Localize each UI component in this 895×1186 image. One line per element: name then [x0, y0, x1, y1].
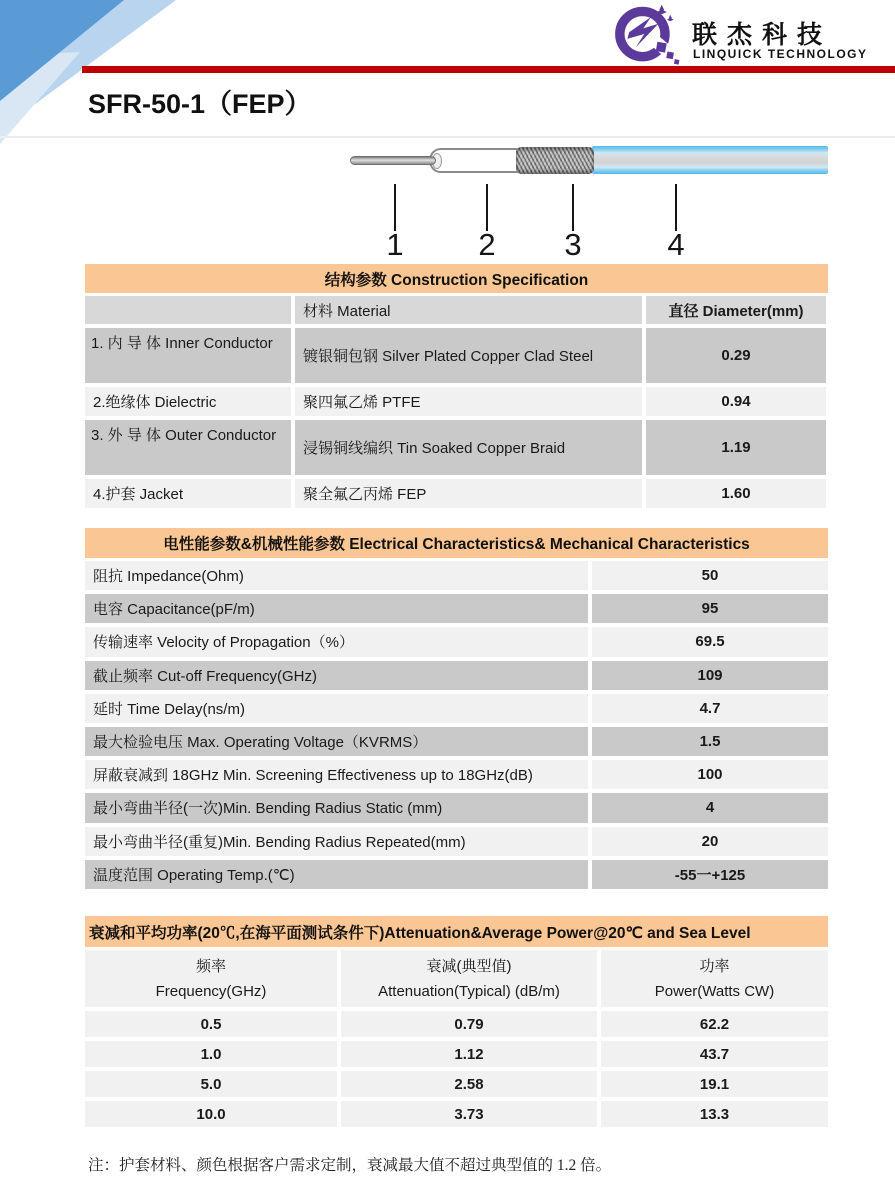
attenuation-power: 62.2 — [601, 1011, 828, 1037]
construction-part: 4.护套 Jacket — [85, 479, 291, 508]
attenuation-frequency: 1.0 — [85, 1041, 337, 1067]
diagram-label-4: 4 — [667, 227, 685, 262]
construction-diameter: 0.29 — [646, 328, 826, 383]
electrical-label: 电容 Capacitance(pF/m) — [85, 594, 588, 623]
electrical-label: 最小弯曲半径(重复)Min. Bending Radius Repeated(mm) — [85, 827, 588, 856]
pointer-line-1 — [394, 184, 396, 231]
construction-col-diameter: 直径 Diameter(mm) — [646, 296, 826, 324]
construction-part: 2.绝缘体 Dielectric — [85, 387, 291, 416]
diagram-label-1: 1 — [386, 227, 404, 262]
electrical-value: 95 — [592, 594, 828, 623]
electrical-table-header: 电性能参数&机械性能参数 Electrical Characteristics& Mechanical Characteristics — [85, 528, 828, 558]
pointer-line-4 — [675, 184, 677, 231]
col-en: Attenuation(Typical) (dB/m) — [378, 982, 560, 1000]
linquick-logo-icon — [615, 3, 683, 67]
attenuation-table-header: 衰减和平均功率(20℃,在海平面测试条件下)Attenuation&Average Power@20℃ and Sea Level — [85, 916, 828, 947]
attenuation-col-attenuation — [341, 950, 597, 1007]
col-cn: 功率 — [699, 957, 730, 975]
attenuation-frequency: 10.0 — [85, 1101, 337, 1127]
attenuation-attenuation: 0.79 — [341, 1011, 597, 1037]
cable-dielectric-illustration — [429, 148, 519, 173]
electrical-value: 50 — [592, 561, 828, 590]
construction-diameter: 0.94 — [646, 387, 826, 416]
cable-jacket-illustration — [592, 146, 828, 174]
attenuation-attenuation: 1.12 — [341, 1041, 597, 1067]
construction-material: 聚全氟乙丙烯 FEP — [295, 479, 642, 508]
electrical-label: 温度范围 Operating Temp.(℃) — [85, 860, 588, 889]
construction-material: 聚四氟乙烯 PTFE — [295, 387, 642, 416]
attenuation-attenuation: 3.73 — [341, 1101, 597, 1127]
attenuation-power: 19.1 — [601, 1071, 828, 1097]
electrical-value: 1.5 — [592, 727, 828, 756]
electrical-value: 109 — [592, 661, 828, 690]
electrical-value: 20 — [592, 827, 828, 856]
col-en: Frequency(GHz) — [155, 982, 267, 1000]
construction-table-header: 结构参数 Construction Specification — [85, 264, 828, 293]
electrical-value: -55一+125 — [592, 860, 828, 889]
electrical-label: 阻抗 Impedance(Ohm) — [85, 561, 588, 590]
pointer-line-2 — [486, 184, 488, 231]
attenuation-power: 43.7 — [601, 1041, 828, 1067]
col-en: Power(Watts CW) — [654, 982, 775, 1000]
pointer-line-3 — [572, 184, 574, 231]
construction-diameter: 1.19 — [646, 420, 826, 475]
electrical-value: 100 — [592, 760, 828, 789]
electrical-label: 延时 Time Delay(ns/m) — [85, 694, 588, 723]
electrical-label: 最小弯曲半径(一次)Min. Bending Radius Static (mm) — [85, 793, 588, 822]
attenuation-power: 13.3 — [601, 1101, 828, 1127]
attenuation-frequency: 5.0 — [85, 1071, 337, 1097]
attenuation-frequency: 0.5 — [85, 1011, 337, 1037]
electrical-value: 69.5 — [592, 627, 828, 656]
company-name-en: LINQUICK TECHNOLOGY — [693, 47, 868, 61]
electrical-value: 4.7 — [592, 694, 828, 723]
construction-material: 浸锡铜线编织 Tin Soaked Copper Braid — [295, 420, 642, 475]
construction-part: 1. 内 导 体 Inner Conductor — [85, 328, 291, 383]
construction-part: 3. 外 导 体 Outer Conductor — [85, 420, 291, 475]
construction-table — [85, 296, 826, 508]
attenuation-attenuation: 2.58 — [341, 1071, 597, 1097]
electrical-label: 屏蔽衰减到 18GHz Min. Screening Effectiveness up to 18GHz(dB) — [85, 760, 588, 789]
page-title: SFR-50-1（FEP） — [88, 89, 312, 119]
diagram-label-2: 2 — [478, 227, 496, 262]
cable-inner-conductor-illustration — [350, 156, 436, 165]
company-name-cn: 联杰科技 — [692, 21, 833, 49]
electrical-label: 传输速率 Velocity of Propagation（%） — [85, 627, 588, 656]
electrical-label: 最大检验电压 Max. Operating Voltage（KVRMS） — [85, 727, 588, 756]
construction-material: 镀银铜包钢 Silver Plated Copper Clad Steel — [295, 328, 642, 383]
construction-col-material: 材料 Material — [295, 296, 642, 324]
electrical-table — [85, 561, 828, 889]
electrical-value: 4 — [592, 793, 828, 822]
col-cn: 频率 — [195, 957, 226, 975]
col-cn: 衰减(典型值) — [426, 957, 512, 975]
title-underline — [0, 136, 895, 138]
diagram-label-3: 3 — [564, 227, 582, 262]
construction-corner-cell — [85, 296, 291, 324]
electrical-label: 截止频率 Cut-off Frequency(GHz) — [85, 661, 588, 690]
cable-braid-illustration — [516, 147, 594, 174]
footnote: 注：护套材料、颜色根据客户需求定制，衰减最大值不超过典型值的 1.2 倍。 — [88, 1157, 612, 1174]
attenuation-table — [85, 950, 828, 1127]
attenuation-col-power — [601, 950, 828, 1007]
header-divider — [82, 66, 895, 73]
attenuation-col-frequency — [85, 950, 337, 1007]
construction-diameter: 1.60 — [646, 479, 826, 508]
